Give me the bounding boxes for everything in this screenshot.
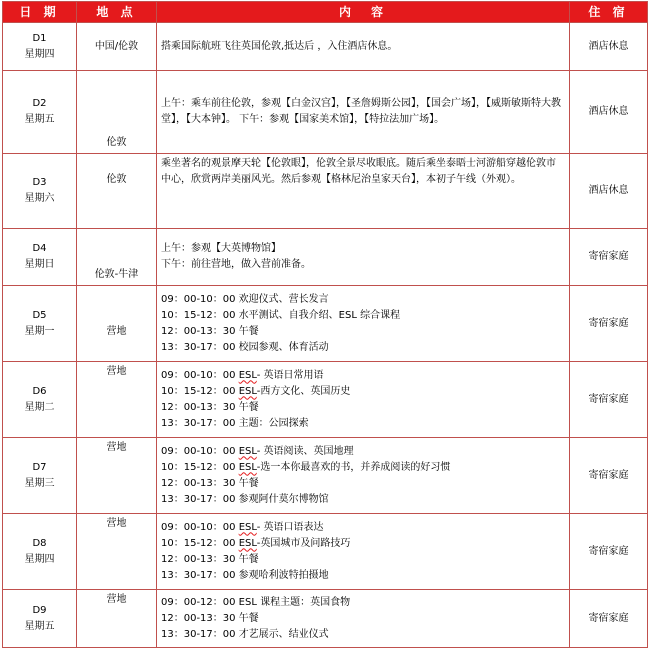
weekday: 星期二 (24, 401, 55, 413)
table-row (3, 71, 648, 154)
content-cell (157, 590, 570, 648)
content-line: 12：00-13：30 午餐 (161, 401, 259, 413)
content-line: 上午：乘车前往伦敦，参观【白金汉宫】，【圣詹姆斯公园】，【国会广场】，【威斯敏斯特大教堂】，【大本钟】。 下午：参观【国家美术馆】，【特拉法加广场】。 (161, 98, 561, 125)
content-line: 09：00-12：00 ESL 课程主题：英国食物 (161, 596, 351, 608)
content-cell (157, 514, 570, 590)
header-accommodation: 住 宿 (570, 2, 648, 23)
header-row (3, 2, 648, 23)
location-cell: 营地 (77, 514, 157, 590)
content-line: 10：15-12：00 ESL-西方文化、英国历史 (161, 385, 351, 397)
content-line: 10：15-12：00 ESL-选一本你最喜欢的书，并养成阅读的好习惯 (161, 461, 451, 473)
content-line: 12：00-13：30 午餐 (161, 477, 259, 489)
day-number: D7 (32, 461, 47, 473)
weekday: 星期四 (24, 48, 55, 60)
content-line: 13：30-17：00 参观哈利波特拍摄地 (161, 569, 329, 581)
table-row (3, 590, 648, 648)
location-cell: 伦敦-牛津 (77, 229, 157, 286)
accommodation-cell: 酒店休息 (570, 71, 648, 154)
table-row (3, 229, 648, 286)
accommodation-cell: 寄宿家庭 (570, 229, 648, 286)
location-cell: 伦敦 (77, 154, 157, 229)
content-line: 13：30-17：00 校园参观、体育活动 (161, 341, 329, 353)
day-cell (3, 229, 77, 286)
header-content: 内 容 (157, 2, 570, 23)
content-line: 09：00-10：00 欢迎仪式、营长发言 (161, 293, 329, 305)
content-cell (157, 286, 570, 362)
content-line: 09：00-10：00 ESL- 英语日常用语 (161, 369, 324, 381)
day-number: D1 (32, 32, 47, 44)
accommodation-cell: 酒店休息 (570, 23, 648, 71)
accommodation-cell: 寄宿家庭 (570, 438, 648, 514)
day-cell (3, 590, 77, 648)
location-cell: 营地 (77, 286, 157, 362)
content-cell (157, 362, 570, 438)
content-line: 上午：参观【大英博物馆】 (161, 243, 281, 254)
weekday: 星期四 (24, 553, 55, 565)
content-line: 12：00-13：30 午餐 (161, 325, 259, 337)
weekday: 星期日 (24, 259, 55, 270)
table-row (3, 438, 648, 514)
day-number: D9 (32, 604, 47, 616)
content-line: 12：00-13：30 午餐 (161, 553, 259, 565)
day-cell (3, 438, 77, 514)
day-cell (3, 71, 77, 154)
weekday: 星期六 (24, 193, 55, 204)
content-cell (157, 71, 570, 154)
day-number: D4 (32, 243, 47, 254)
location-cell: 中国/伦敦 (77, 23, 157, 71)
content-cell (157, 438, 570, 514)
weekday: 星期五 (24, 114, 55, 125)
weekday: 星期三 (24, 477, 55, 489)
location-cell: 营地 (77, 590, 157, 648)
content-cell (157, 229, 570, 286)
weekday: 星期一 (24, 325, 55, 337)
accommodation-cell: 寄宿家庭 (570, 590, 648, 648)
day-number: D2 (32, 98, 47, 109)
table-row (3, 514, 648, 590)
content-line: 10：15-12：00 ESL-英国城市及问路技巧 (161, 537, 351, 549)
location-cell: 伦敦 (77, 71, 157, 154)
content-line: 09：00-10：00 ESL- 英语阅读、英国地理 (161, 445, 354, 457)
content-line: 下午：前往营地，做入营前准备。 (161, 259, 311, 270)
accommodation-cell: 寄宿家庭 (570, 286, 648, 362)
content-line: 09：00-10：00 ESL- 英语口语表达 (161, 521, 324, 533)
table-row (3, 362, 648, 438)
day-cell (3, 154, 77, 229)
table-row (3, 154, 648, 229)
day-cell (3, 286, 77, 362)
table-row (3, 286, 648, 362)
day-number: D8 (32, 537, 47, 549)
day-cell (3, 23, 77, 71)
day-cell (3, 362, 77, 438)
accommodation-cell: 寄宿家庭 (570, 362, 648, 438)
content-line: 12：00-13：30 午餐 (161, 612, 259, 624)
day-number: D3 (32, 177, 47, 188)
day-cell (3, 514, 77, 590)
content-line: 13：30-17：00 才艺展示、结业仪式 (161, 628, 329, 640)
weekday: 星期五 (24, 620, 55, 632)
content-line: 乘坐著名的观景摩天轮【伦敦眼】，伦敦全景尽收眼底。随后乘坐泰晤士河游船穿越伦敦市中心，欣赏两岸美丽风光。然后参观【格林尼治皇家天台】，本初子午线（外观）。 (161, 158, 556, 185)
content-cell (157, 23, 570, 71)
table-row (3, 23, 648, 71)
accommodation-cell: 酒店休息 (570, 154, 648, 229)
header-day: 日 期 (3, 2, 77, 23)
location-cell: 营地 (77, 438, 157, 514)
content-line: 搭乘国际航班飞往英国伦敦,抵达后 ，入住酒店休息。 (161, 40, 398, 52)
content-line: 13：30-17：00 参观阿什莫尔博物馆 (161, 493, 329, 505)
content-cell (157, 154, 570, 229)
content-line: 10：15-12：00 水平测试、自我介绍、ESL 综合课程 (161, 309, 401, 321)
day-number: D6 (32, 385, 47, 397)
header-location: 地 点 (77, 2, 157, 23)
itinerary-table (2, 1, 648, 648)
location-cell: 营地 (77, 362, 157, 438)
day-number: D5 (32, 309, 47, 321)
content-line: 13：30-17：00 主题：公园探索 (161, 417, 309, 429)
accommodation-cell: 寄宿家庭 (570, 514, 648, 590)
